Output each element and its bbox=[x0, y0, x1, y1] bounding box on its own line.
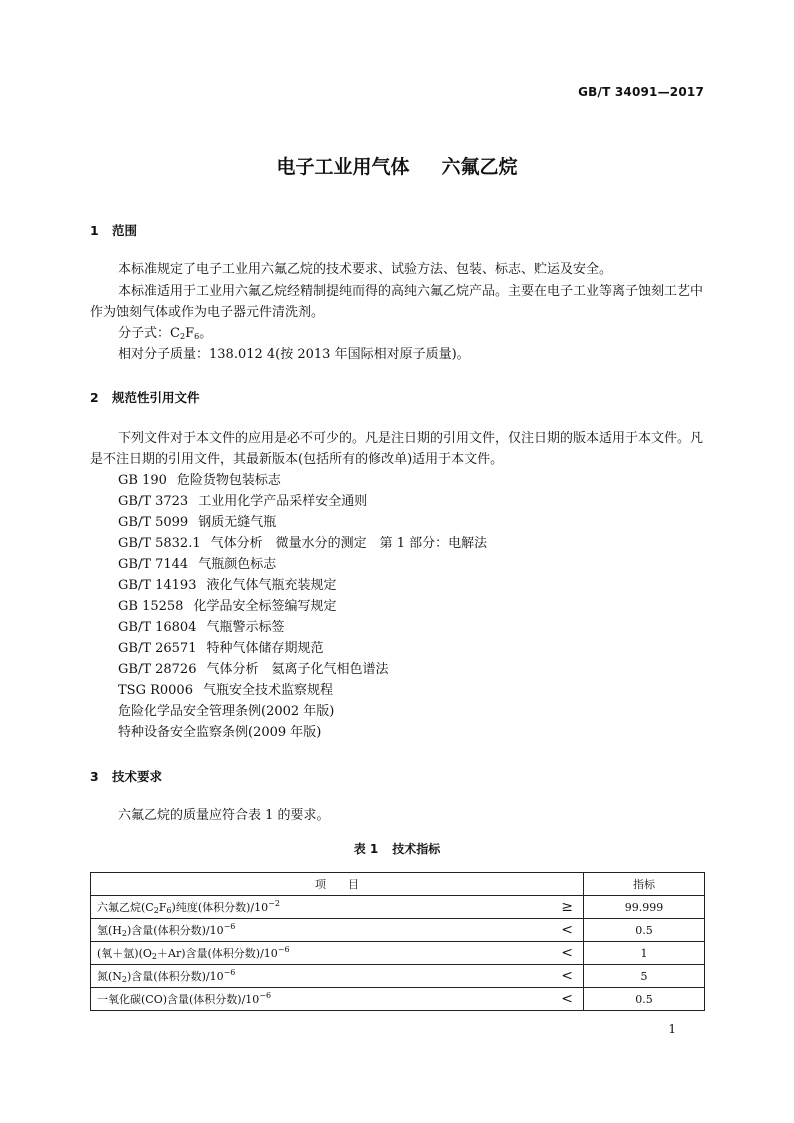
reference-item bbox=[118, 596, 336, 617]
table-row bbox=[91, 988, 705, 1011]
table-row bbox=[91, 942, 705, 965]
table-caption bbox=[0, 840, 794, 857]
row-value: 5 bbox=[584, 965, 705, 988]
reference-title: 气瓶颜色标志 bbox=[198, 557, 277, 572]
reference-item bbox=[118, 659, 389, 680]
reference-item bbox=[118, 512, 276, 533]
row-item: 氢$(H_2)$含量(体积分数)$/10^{-6}$ bbox=[91, 919, 552, 942]
document-title bbox=[0, 152, 794, 179]
reference-code: GB/T 14193 bbox=[118, 578, 197, 593]
row-value: 0.5 bbox=[584, 919, 705, 942]
reference-item bbox=[118, 470, 281, 491]
reference-code: GB 15258 bbox=[118, 599, 184, 614]
references-intro: 下列文件对于本文件的应用是必不可少的。凡是注日期的引用文件，仅注日期的版本适用于本文件。凡是不注日期的引用文件，其最新版本(包括所有的修改单)适用于本文件。 bbox=[90, 431, 704, 467]
section-2-heading bbox=[90, 388, 200, 406]
page-number: 1 bbox=[668, 1022, 676, 1036]
section-number: 2 bbox=[90, 390, 99, 405]
molecular-formula: 分子式：$C_2F_6$。 bbox=[118, 326, 213, 341]
reference-title: 气体分析 微量水分的测定 第 1 部分：电解法 bbox=[210, 536, 488, 551]
reference-code: GB/T 5099 bbox=[118, 515, 189, 530]
reference-item bbox=[118, 617, 285, 638]
reference-title: 气瓶安全技术监察规程 bbox=[202, 683, 333, 698]
reference-title: 液化气体气瓶充装规定 bbox=[206, 578, 337, 593]
section-number: 1 bbox=[90, 223, 99, 238]
row-item: 六氟乙烷$(C_2F_6)$纯度(体积分数)$/10^{-2}$ bbox=[91, 896, 552, 919]
reference-item bbox=[118, 701, 334, 722]
reference-code: GB/T 5832.1 bbox=[118, 536, 201, 551]
reference-item bbox=[118, 722, 321, 743]
reference-code: GB/T 16804 bbox=[118, 620, 197, 635]
row-item: 氮$(N_2)$含量(体积分数)$/10^{-6}$ bbox=[91, 965, 552, 988]
reference-title: 特种设备安全监察条例(2009 年版) bbox=[118, 725, 322, 740]
title-part-2: 六氟乙烷 bbox=[441, 156, 518, 178]
reference-title: 化学品安全标签编写规定 bbox=[193, 599, 337, 614]
reference-title: 钢质无缝气瓶 bbox=[198, 515, 277, 530]
reference-title: 危险化学品安全管理条例(2002 年版) bbox=[118, 704, 335, 719]
reference-title: 气瓶警示标签 bbox=[206, 620, 285, 635]
reference-title: 气体分析 氦离子化气相色谱法 bbox=[206, 662, 389, 677]
table-row bbox=[91, 965, 705, 988]
section-title: 规范性引用文件 bbox=[112, 390, 200, 405]
section-title: 范围 bbox=[112, 223, 138, 238]
row-operator: ≥ bbox=[551, 896, 583, 919]
section-1-heading bbox=[90, 221, 137, 239]
header-value: 指标 bbox=[584, 873, 705, 896]
reference-code: GB/T 7144 bbox=[118, 557, 189, 572]
reference-code: GB/T 26571 bbox=[118, 641, 197, 656]
reference-item bbox=[118, 554, 276, 575]
scope-paragraph-1: 本标准规定了电子工业用六氟乙烷的技术要求、试验方法、包装、标志、贮运及安全。 bbox=[118, 262, 613, 277]
title-part-1: 电子工业用气体 bbox=[276, 156, 410, 178]
standard-number: GB/T 34091—2017 bbox=[578, 85, 704, 99]
reference-code: GB/T 3723 bbox=[118, 494, 189, 509]
scope-paragraph-2: 本标准适用于工业用六氟乙烷经精制提纯而得的高纯六氟乙烷产品。主要在电子工业等离子蚀刻工艺中作为蚀刻气体或作为电子器元件清洗剂。 bbox=[90, 284, 704, 320]
reference-item bbox=[118, 680, 333, 701]
requirements-paragraph: 六氟乙烷的质量应符合表 1 的要求。 bbox=[118, 808, 330, 823]
header-item: 项 目 bbox=[91, 873, 584, 896]
row-item: 一氧化碳(CO)含量(体积分数)$/10^{-6}$ bbox=[91, 988, 552, 1011]
molecular-mass: 相对分子质量：138.012 4(按 2013 年国际相对原子质量)。 bbox=[118, 347, 470, 362]
table-caption-title: 技术指标 bbox=[392, 842, 441, 856]
reference-title: 工业用化学产品采样安全通则 bbox=[198, 494, 368, 509]
table-caption-number: 表 1 bbox=[353, 842, 379, 856]
section-number: 3 bbox=[90, 769, 99, 784]
row-value: 99.999 bbox=[584, 896, 705, 919]
table-header-row bbox=[91, 873, 705, 896]
reference-item bbox=[118, 533, 487, 554]
row-operator: < bbox=[551, 919, 583, 942]
row-operator: < bbox=[551, 988, 583, 1011]
table-row bbox=[91, 919, 705, 942]
reference-code: GB/T 28726 bbox=[118, 662, 197, 677]
row-value: 1 bbox=[584, 942, 705, 965]
reference-title: 特种气体储存期规范 bbox=[206, 641, 324, 656]
row-operator: < bbox=[551, 942, 583, 965]
row-item: (氧＋氩)$(O_2+Ar)$含量(体积分数)$/10^{-6}$ bbox=[91, 942, 552, 965]
reference-code: TSG R0006 bbox=[118, 683, 193, 698]
reference-code: GB 190 bbox=[118, 473, 167, 488]
reference-item bbox=[118, 638, 324, 659]
technical-spec-table bbox=[90, 872, 705, 1011]
reference-item bbox=[118, 575, 337, 596]
reference-item bbox=[118, 491, 367, 512]
section-3-heading bbox=[90, 767, 162, 785]
row-value: 0.5 bbox=[584, 988, 705, 1011]
row-operator: < bbox=[551, 965, 583, 988]
table-row bbox=[91, 896, 705, 919]
section-title: 技术要求 bbox=[112, 769, 163, 784]
reference-title: 危险货物包装标志 bbox=[176, 473, 281, 488]
